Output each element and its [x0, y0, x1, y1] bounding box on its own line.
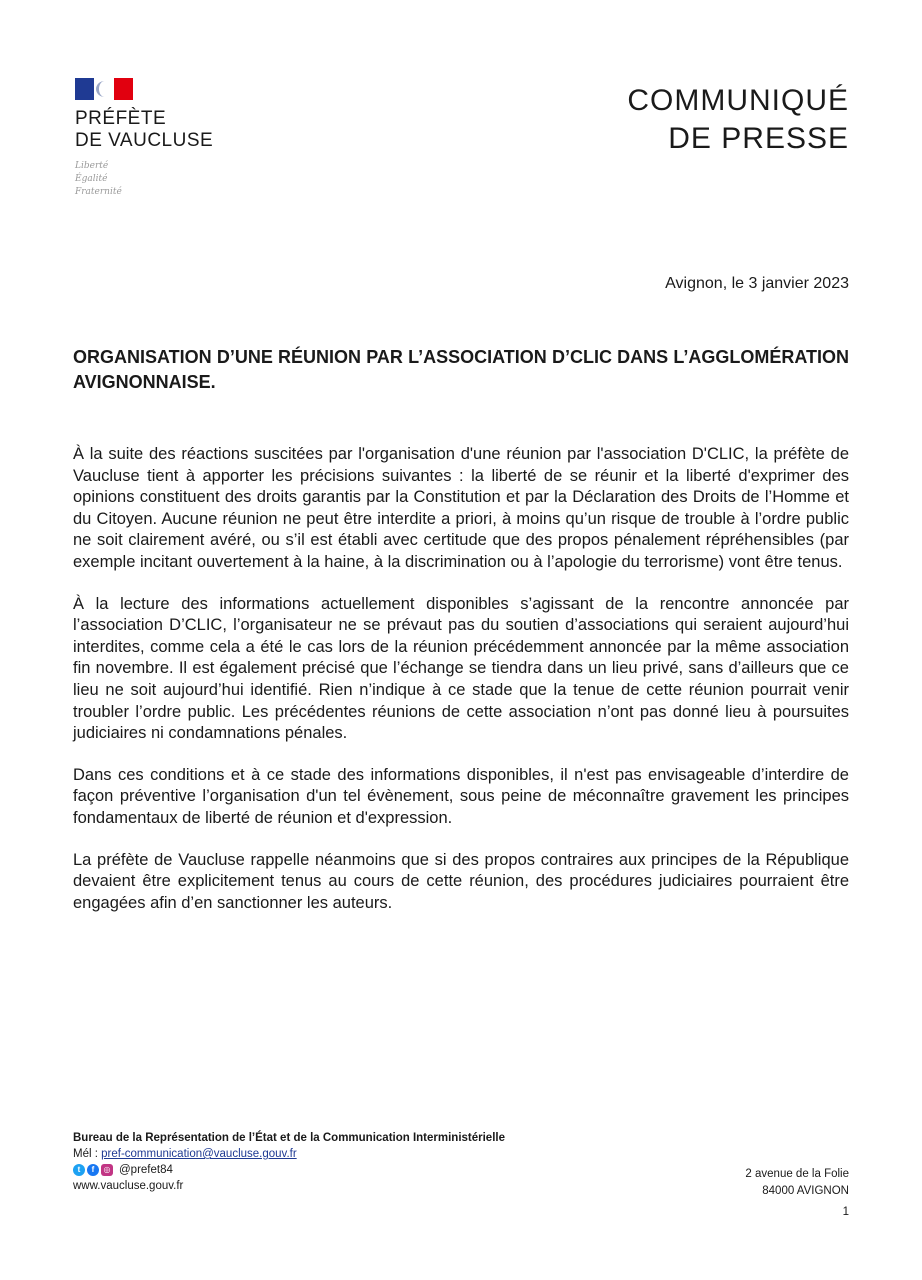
document-type	[627, 82, 849, 158]
date-line: Avignon, le 3 janvier 2023	[665, 275, 849, 292]
mail-link[interactable]: pref-communication@vaucluse.gouv.fr	[101, 1148, 297, 1160]
page-number: 1	[842, 1206, 849, 1218]
footer-department: Bureau de la Représentation de l’État et de la Communication Interministérielle	[73, 1132, 505, 1144]
address-line2: 84000 AVIGNON	[762, 1185, 849, 1197]
mail-label: Mél :	[73, 1148, 102, 1160]
facebook-icon[interactable]: f	[87, 1164, 99, 1176]
french-flag-icon	[75, 78, 133, 100]
motto-liberte: Liberté	[75, 161, 109, 171]
prefecture-name-line1: PRÉFÈTE	[75, 108, 167, 129]
instagram-icon[interactable]: ◎	[101, 1164, 113, 1176]
document-title: ORGANISATION D’UNE RÉUNION PAR L’ASSOCIATION D’CLIC DANS L’AGGLOMÉRATION AVIGNONNAISE.	[73, 347, 849, 392]
footer-contact	[73, 1130, 593, 1194]
social-handle[interactable]: @prefet84	[119, 1164, 173, 1176]
address-line1: 2 avenue de la Folie	[745, 1168, 849, 1180]
prefecture-logo	[75, 78, 295, 199]
footer-address	[745, 1166, 849, 1200]
prefecture-name-line2: DE VAUCLUSE	[75, 130, 214, 151]
motto-fraternite: Fraternité	[75, 187, 122, 197]
doc-type-line2: DE PRESSE	[668, 122, 849, 155]
document-body	[73, 444, 849, 934]
website-link[interactable]: www.vaucluse.gouv.fr	[73, 1180, 184, 1192]
republic-motto	[75, 160, 295, 199]
paragraph-4: La préfète de Vaucluse rappelle néanmoins que si des propos contraires aux principes de la République devaient être explicitement tenus au cours de cette réunion, des procédures judiciaires pourraient être engagées afin d’en sanctionner les auteurs.	[73, 850, 849, 912]
doc-type-line1: COMMUNIQUÉ	[627, 84, 849, 117]
social-links	[73, 1162, 593, 1178]
paragraph-1: À la suite des réactions suscitées par l'organisation d'une réunion par l'association D'CLIC, la préfète de Vaucluse tient à apporter les précisions suivantes : la liberté de se réunir et la liberté d'exprimer des opinions constituent des droits garantis par la Constitution et par la Déclaration des Droits de l’Homme et du Citoyen. Aucune réunion ne peut être interdite a priori, à moins qu’un risque de trouble à l’ordre public ne soit clairement avéré, ou s’il est établi avec certitude que des propos pénalement répréhensibles (par exemple incitant ouvertement à la haine, à la discrimination ou à l’apologie du terrorisme) vont être tenus.	[73, 445, 849, 571]
paragraph-2: À la lecture des informations actuellement disponibles s’agissant de la rencontre annoncée par l’association D’CLIC, l’organisateur ne se prévaut pas du soutien d’associations qui seraient aujourd’hui interdites, comme cela a été le cas lors de la réunion précédemment annoncée par la même association fin novembre. Il est également précisé que l’échange se tiendra dans un lieu privé, sans d’ailleurs que ce lieu ne soit aujourd’hui identifié. Rien n’indique à ce stade que la tenue de cette réunion pourrait venir troubler l’ordre public. Les précédentes réunions de cette association n’ont pas donné lieu à poursuites judiciaires ni condamnations pénales.	[73, 594, 849, 743]
motto-egalite: Égalité	[75, 174, 108, 184]
twitter-icon[interactable]: t	[73, 1164, 85, 1176]
marianne-icon	[96, 81, 113, 97]
footer-mail-line	[73, 1146, 593, 1162]
paragraph-3: Dans ces conditions et à ce stade des informations disponibles, il n'est pas envisageable d’interdire de façon préventive l’organisation d'un tel évènement, sous peine de méconnaître gravement les principes fondamentaux de liberté de réunion et d'expression.	[73, 765, 849, 827]
